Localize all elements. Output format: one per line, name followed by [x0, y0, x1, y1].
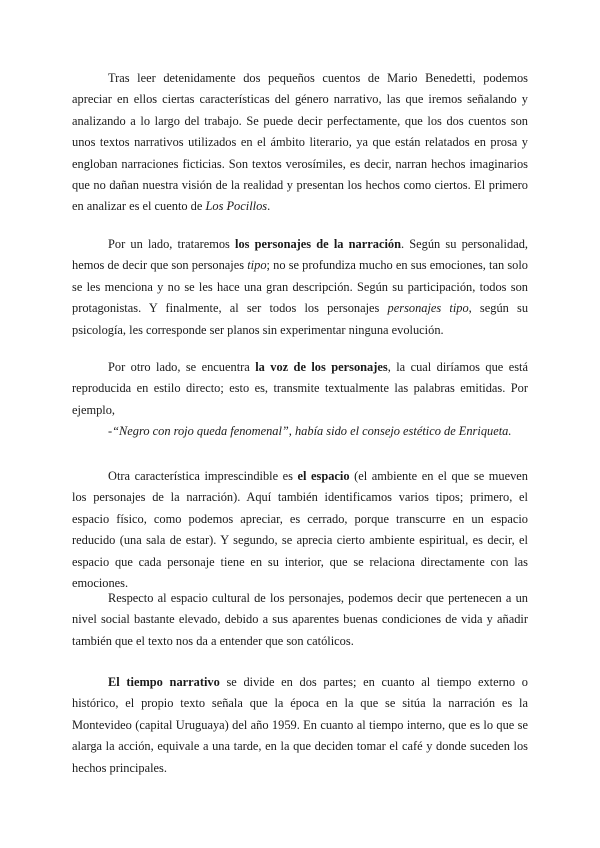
espacio-text-a: Otra característica imprescindible es — [108, 469, 298, 483]
paragraph-tiempo — [72, 672, 528, 779]
personajes-tipo-term: tipo — [247, 258, 267, 273]
personajes-text-a: Por un lado, trataremos — [108, 237, 236, 251]
voz-heading: la voz de los personajes — [255, 360, 388, 374]
espacio-text-b: (el ambiente en el que se mueven los personajes de la narración). Aquí también identificamos varios tipos; primero, el espacio físico, como podemos apreciar, es cerrado, porque transcurre en un espacio reducido (una sala de estar). Y segundo, se aprecia cierto ambiente espiritual, es decir, el espacio que cada personaje tiene en su interior, que se relaciona directamente con las emociones. — [72, 469, 528, 591]
espacio-heading: el espacio — [297, 469, 350, 483]
tiempo-heading: El tiempo narrativo — [108, 675, 220, 689]
paragraph-espacio — [72, 466, 528, 594]
paragraph-espacio-cultural — [72, 588, 528, 652]
story-title: Los Pocillos — [205, 199, 268, 214]
voz-text-b: , la cual diríamos que está reproducida en estilo directo; esto es, transmite textualmente las palabras emitidas. Por ejemplo, — [72, 360, 528, 417]
intro-end: . — [267, 199, 271, 214]
cultural-text: Respecto al espacio cultural de los personajes, podemos decir que pertenecen a un nivel social bastante elevado, debido a sus aparentes buenas condiciones de vida y añadir también que el texto nos da a entender que son católicos. — [72, 591, 528, 648]
voz-text-a: Por otro lado, se encuentra — [108, 360, 256, 374]
paragraph-personajes — [72, 234, 528, 341]
personajes-text-b: . Según su personalidad, hemos de decir que son personajes — [72, 237, 528, 273]
quote-example: -“Negro con rojo queda fenomenal”, había sido el consejo estético de Enriqueta. — [108, 424, 512, 438]
paragraph-voz — [72, 357, 528, 421]
personajes-heading: los personajes de la narración — [235, 237, 401, 251]
tiempo-text: se divide en dos partes; en cuanto al tiempo externo o histórico, el propio texto señala que la época en la que se sitúa la narración es la Montevideo (capital Uruguaya) del año 1959. En cuanto al tiempo interno, que es lo que se alarga la acción, equivale a una tarde, en la que deciden tomar el café y donde suceden los hechos principales. — [72, 675, 528, 775]
personajes-tipo-term-2: personajes tipo — [387, 301, 469, 316]
paragraph-intro — [72, 68, 528, 218]
personajes-text-d: , según su psicología, les corresponde ser planos sin experimentar ninguna evolución. — [72, 301, 529, 337]
personajes-text-c: ; no se profundiza mucho en sus emociones, tan solo se les menciona y no se les hace una gran descripción. Según su participación, todos son protagonistas. Y finalmente, al ser todos los personajes — [72, 258, 529, 316]
intro-text: Tras leer detenidamente dos pequeños cuentos de Mario Benedetti, podemos apreciar en ellos ciertas características del género narrativo, las que iremos señalando y analizando a lo largo del trabajo. Se puede decir perfectamente, que los dos cuentos son unos textos narrativos utilizados en el ámbito literario, ya que están relatados en prosa y engloban narraciones ficticias. Son textos verosímiles, es decir, narran hechos imaginarios que no dañan nuestra visión de la realidad y presentan los hechos como ciertos. El primero en analizar es el cuento de — [72, 71, 528, 214]
